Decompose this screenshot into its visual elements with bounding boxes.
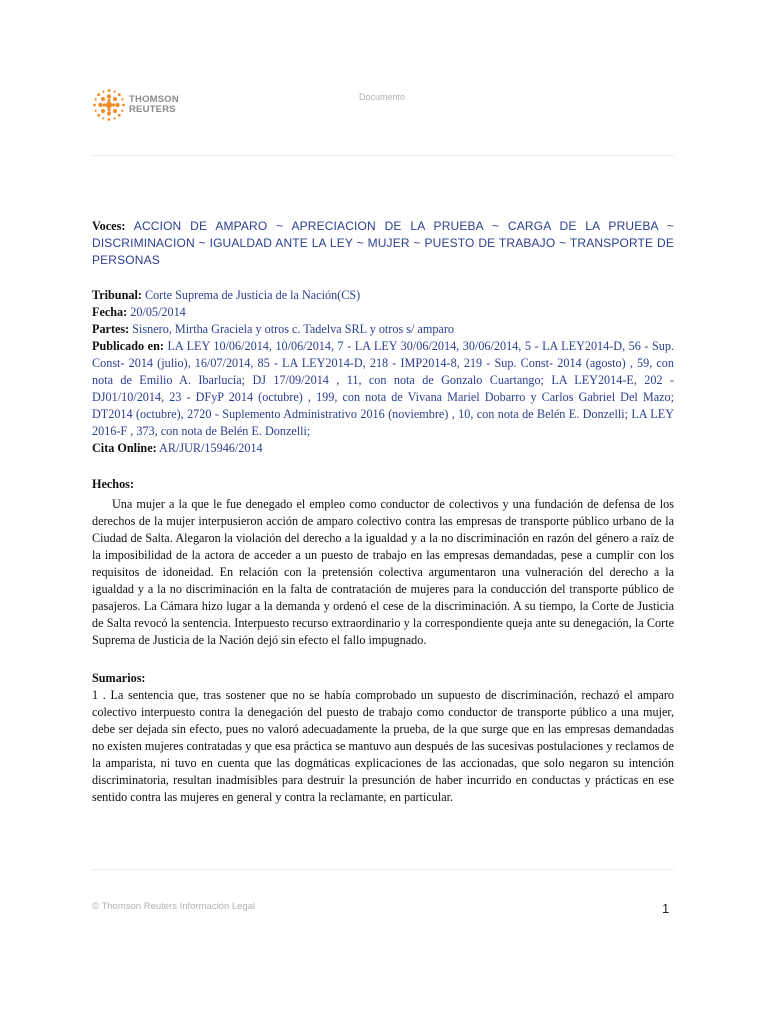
tribunal-link[interactable]: Corte Suprema de Justicia de la Nación(CS) xyxy=(144,288,361,302)
document-body xyxy=(92,218,674,806)
metadata-block xyxy=(92,287,674,457)
sumarios-title: Sumarios: xyxy=(92,671,146,685)
publicado-label: Publicado en: xyxy=(92,339,164,353)
fecha-value[interactable]: 20/05/2014 xyxy=(130,305,186,319)
voces-label: Voces: xyxy=(92,219,126,233)
publicado-row xyxy=(92,338,674,440)
fecha-label: Fecha: xyxy=(92,305,128,319)
logo-wordmark xyxy=(129,95,179,115)
hechos-title: Hechos: xyxy=(92,477,134,491)
cita-online-value[interactable]: AR/JUR/15946/2014 xyxy=(159,441,263,455)
footer-copyright: © Thomson Reuters Información Legal xyxy=(92,901,256,912)
thomson-reuters-logo xyxy=(92,88,179,122)
voces-link[interactable]: ACCION DE AMPARO ~ APRECIACION DE LA PRUEBA ~ CARGA DE LA PRUEBA ~ DISCRIMINACION ~ IGUALDAD ANTE LA LEY ~ MUJER ~ PUESTO DE TRABAJO ~ TRANSPORTE DE PERSONAS xyxy=(92,219,674,267)
fecha-row xyxy=(92,304,674,321)
logo-line-reuters: REUTERS xyxy=(129,104,176,115)
partes-value[interactable]: Sisnero, Mirtha Graciela y otros c. Tadelva SRL y otros s/ amparo xyxy=(132,322,454,336)
page-number: 1 xyxy=(662,901,670,916)
sumario-paragraph: 1 . La sentencia que, tras sostener que no se había comprobado un supuesto de discriminación, rechazó el amparo colectivo interpuesto contra la denegación del puesto de trabajo como conductor de transporte público a una mujer, debe ser dejada sin efecto, pues no valoró adecuadamente la prueba, de la que surge que en las empresas demandadas no existen mujeres contratadas y que esa práctica se mantuvo aun después de las sucesivas postulaciones y reclamos de la amparista, ni tuvo en cuenta que las dogmáticas explicaciones de las accionadas, que solo negaron su intención discriminatoria, resultan inadmisibles para destruir la presunción de haber incurrido en conductas y prácticas en ese sentido contra las mujeres en general y contra la reclamante, en particular. xyxy=(92,688,674,804)
footer-divider xyxy=(92,869,674,870)
cita-online-row xyxy=(92,440,674,457)
document-header xyxy=(92,86,674,156)
logo-line-thomson: THOMSON xyxy=(129,94,179,105)
thomson-reuters-logo-icon xyxy=(92,88,126,122)
tribunal-row xyxy=(92,287,674,304)
cita-online-label: Cita Online: xyxy=(92,441,157,455)
tribunal-label: Tribunal: xyxy=(92,288,142,302)
hechos-paragraph: Una mujer a la que le fue denegado el empleo como conductor de colectivos y una fundación de defensa de los derechos de la mujer interpusieron acción de amparo colectivo contra las empresas de transporte público urbano de la Ciudad de Salta. Alegaron la violación del derecho a la igualdad y a la no discriminación en razón del género a raíz de la imposibilidad de la actora de acceder a un puesto de trabajo en las empresas demandadas, pese a cumplir con los requisitos de idoneidad. En relación con la pretensión colectiva argumentaron una vulneración del derecho a la igualdad y a la no discriminación en la falta de contratación de mujeres para la conducción del transporte público de pasajeros. La Cámara hizo lugar a la demanda y ordenó el cese de la discriminación. A su tiempo, la Corte de Justicia de Salta revocó la sentencia. Interpuesto recurso extraordinario y la correspondiente queja ante su denegación, la Corte Suprema de Justicia de la Nación dejó sin efecto el fallo impugnado. xyxy=(92,497,674,647)
header-divider xyxy=(92,155,674,156)
partes-label: Partes: xyxy=(92,322,130,336)
voces-section xyxy=(92,218,674,269)
publicado-value[interactable]: LA LEY 10/06/2014, 10/06/2014, 7 - LA LEY 30/06/2014, 30/06/2014, 5 - LA LEY2014-D, 56 - Sup. Const- 2014 (julio), 16/07/2014, 85 - LA LEY2014-D, 218 - IMP2014-8, 219 - Sup. Const- 2014 (agosto) , 59, con nota de Emilio A. Ibarlucía; DJ 17/09/2014 , 11, con nota de Gonzalo Cuartango; LA LEY2014-E, 202 - DJ01/10/2014, 23 - DFyP 2014 (octubre) , 199, con nota de Vivana Mariel Dobarro y Carlos Gabriel Del Mazo; DT2014 (octubre), 2720 - Suplemento Administrativo 2016 (noviembre) , 10, con nota de Belén E. Donzelli; LA LEY 2016-F , 373, con nota de Belén E. Donzelli; xyxy=(92,339,675,438)
partes-row xyxy=(92,321,674,338)
document-label: Documento xyxy=(359,92,406,102)
